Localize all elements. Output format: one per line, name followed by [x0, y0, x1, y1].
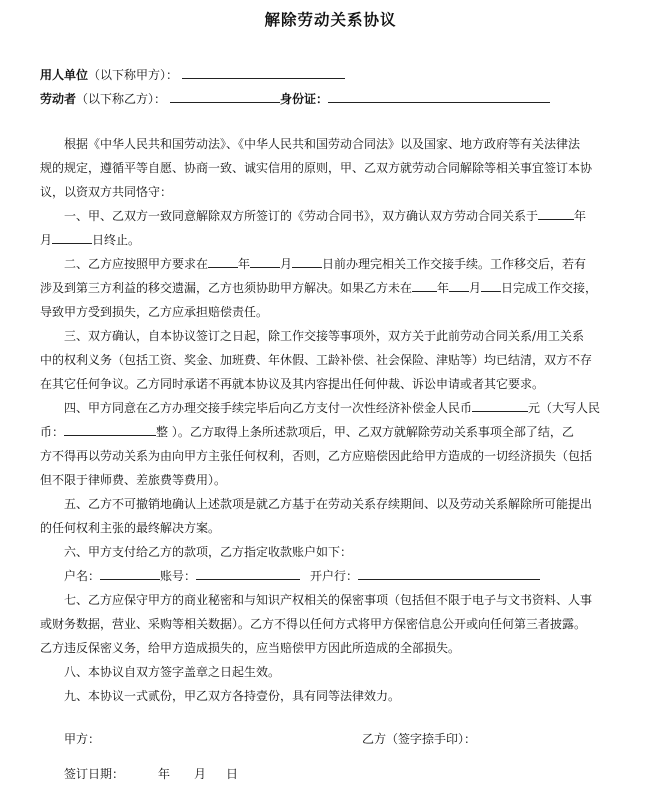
clause-3-line-3: 在其它任何争议。乙方同时承诺不再就本协议及其内容提出任何仲裁、诉讼申请或者其它要求。 [40, 377, 545, 391]
employer-line [40, 67, 345, 83]
clause-2-line-3: 导致甲方受到损失，乙方应承担赔偿责任。 [40, 305, 269, 319]
employee-line [40, 91, 550, 107]
clause-3-line-1: 三、双方确认，自本协议签订之日起，除工作交接等事项外，双方关于此前劳动合同关系/用工关系 [64, 329, 585, 343]
clause-2-text-a: 二、乙方应按照甲方要求在 [64, 257, 209, 271]
clause-7-line-3: 乙方违反保密义务，给甲方造成损失的，应当赔偿甲方因此所造成的全部损失。 [40, 641, 461, 655]
preamble-line-3: 议，以资双方共同恪守： [40, 185, 173, 199]
clause-2-month2-label: 月 [469, 281, 482, 295]
clause-7-line-1: 七、乙方应保守甲方的商业秘密和与知识产权相关的保密事项（包括但不限于电子与文书资料、人事 [64, 593, 593, 607]
employee-suffix: （以下称乙方）： [76, 92, 167, 106]
clause-3-line-2: 中的权利义务（包括工资、奖金、加班费、年休假、工龄补偿、社会保险、津贴等）均已结清，双方不存 [40, 353, 593, 367]
clause-1-line-1 [64, 208, 586, 224]
clause-2-text-c: 日完成工作交接， [501, 281, 598, 295]
clause-2-year2-field[interactable] [412, 280, 437, 292]
account-name-label: 户名： [64, 569, 101, 583]
clause-2-day2-field[interactable] [481, 280, 501, 292]
document-title: 解除劳动关系协议 [264, 10, 397, 29]
employee-name-field[interactable] [170, 91, 280, 103]
preamble-line-1: 根据《中华人民共和国劳动法》、《中华人民共和国劳动合同法》以及国家、地方政府等有关法律法 [64, 137, 581, 151]
signing-day-label: 日 [226, 767, 239, 781]
compensation-uppercase-field[interactable] [64, 424, 156, 436]
clause-1-text: 一、甲、乙双方一致同意解除双方所签订的《劳动合同书》，双方确认双方劳动合同关系于 [64, 209, 539, 223]
preamble-line-2: 规的规定，遵循平等自愿、协商一致、诚实信用的原则，甲、乙双方就劳动合同解除等相关事宜签订本协 [40, 161, 593, 175]
clause-1-month-label: 月 [40, 233, 53, 247]
clause-4-line-3: 方不得再以劳动关系为由向甲方主张任何权利，否则，乙方应赔偿因此给甲方造成的一切经济损失（包括 [40, 449, 593, 463]
clause-4-text-d: 整 ）。乙方取得上条所述款项后，甲、乙双方就解除劳动关系事项全部了结，乙 [156, 425, 574, 439]
clause-2-month2-field[interactable] [449, 280, 469, 292]
clause-1-year-field[interactable] [538, 208, 574, 220]
employer-name-field[interactable] [182, 67, 345, 79]
compensation-amount-field[interactable] [472, 400, 528, 412]
party-a-signature-label: 甲方： [64, 732, 101, 746]
clause-2-year2-label: 年 [437, 281, 450, 295]
signing-date-line [64, 766, 238, 782]
clause-2-month-field[interactable] [250, 256, 280, 268]
clause-1-end: 日终止。 [92, 233, 141, 247]
clause-1-day-field[interactable] [52, 232, 92, 244]
id-card-label: 身份证： [280, 92, 329, 106]
clause-2-day-field[interactable] [292, 256, 322, 268]
clause-6-line-1: 六、甲方支付给乙方的款项，乙方指定收款账户如下： [64, 545, 353, 559]
clause-2-line-2 [40, 280, 597, 296]
clause-4-line-4: 但不限于律师费、差旅费等费用）。 [40, 473, 227, 487]
clause-5-line-1: 五、乙方不可撤销地确认上述款项是就乙方基于在劳动关系存续期间、以及劳动关系解除所可能提出 [64, 497, 593, 511]
bank-field[interactable] [358, 568, 540, 580]
clause-9: 九、本协议一式贰份，甲乙双方各持壹份，具有同等法律效力。 [64, 689, 401, 703]
clause-4-text-b: 元（大写人民 [528, 401, 601, 415]
clause-4-line-2 [40, 424, 574, 440]
signing-year-label: 年 [158, 767, 171, 781]
clause-2-text-line2: 涉及到第三方利益的移交遗漏，乙方也须协助甲方解决。如果乙方未在 [40, 281, 413, 295]
clause-2-line-1 [64, 256, 586, 272]
bank-label: 开户行： [310, 569, 359, 583]
account-number-label: 账号： [160, 569, 197, 583]
clause-2-month-label: 月 [280, 257, 293, 271]
employer-suffix: （以下称甲方）： [88, 68, 179, 82]
clause-4-line-1 [64, 400, 600, 416]
clause-2-year-field[interactable] [208, 256, 238, 268]
account-name-field[interactable] [100, 568, 160, 580]
clause-7-line-2: 或财务数据，营业、采购等相关数据）。乙方不得以任何方式将甲方保密信息公开或向任何第三者披露。 [40, 617, 587, 631]
employee-label: 劳动者 [40, 92, 77, 106]
party-b-signature-label: 乙方（签字捺手印）： [362, 732, 477, 746]
clause-2-year-label: 年 [238, 257, 251, 271]
clause-6-account-line [64, 568, 540, 584]
clause-4-text-c: 币： [40, 425, 65, 439]
id-card-field[interactable] [328, 91, 550, 103]
clause-2-text-b: 日前办理完相关工作交接手续。工作移交后，若有 [322, 257, 587, 271]
clause-5-line-2: 的任何权利主张的最终解决方案。 [40, 521, 221, 535]
employer-label: 用人单位 [40, 68, 89, 82]
clause-1-line-2 [40, 232, 140, 248]
clause-1-year-label: 年 [574, 209, 587, 223]
clause-4-text-a: 四、甲方同意在乙方办理交接手续完毕后向乙方支付一次性经济补偿金人民币 [64, 401, 473, 415]
clause-8: 八、本协议自双方签字盖章之日起生效。 [64, 665, 281, 679]
account-number-field[interactable] [196, 568, 300, 580]
signing-month-label: 月 [194, 767, 207, 781]
signing-date-label: 签订日期： [64, 767, 125, 781]
